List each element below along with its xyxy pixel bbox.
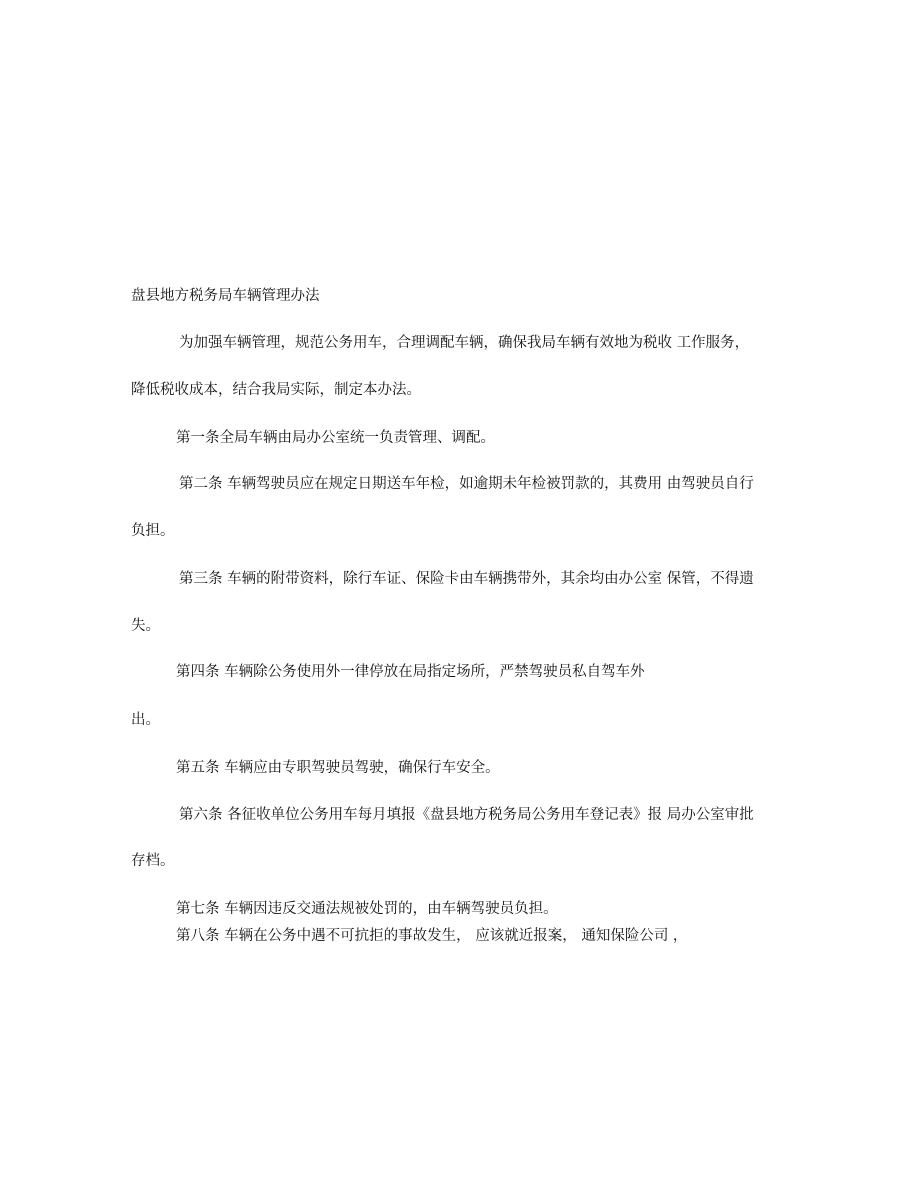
article-6: 第六条 各征收单位公务用车每月填报《盘县地方税务局公务用车登记表》报 局办公室审批 [179, 807, 754, 823]
article-2: 第二条 车辆驾驶员应在规定日期送车年检，如逾期未年检被罚款的，其费用 由驾驶员自行 [179, 476, 754, 492]
article-5: 第五条 车辆应由专职驾驶员驾驶，确保行车安全。 [176, 760, 500, 776]
paragraph-line: 降低税收成本，结合我局实际，制定本办法。 [131, 382, 421, 398]
article-1: 第一条全局车辆由局办公室统一负责管理、调配。 [176, 430, 495, 446]
article-6-continuation: 存档。 [131, 853, 175, 869]
article-3-continuation: 失。 [131, 618, 160, 634]
document-title: 盘县地方税务局车辆管理办法 [131, 288, 320, 304]
article-3: 第三条 车辆的附带资料，除行车证、保险卡由车辆携带外，其余均由办公室 保管，不得遗 [179, 571, 754, 587]
article-4: 第四条 车辆除公务使用外一律停放在局指定场所，严禁驾驶员私自驾车外 [176, 664, 645, 680]
article-4-continuation: 出。 [131, 712, 160, 728]
article-7: 第七条 车辆因违反交通法规被处罚的，由车辆驾驶员负担。 [176, 901, 558, 917]
paragraph-line: 为加强车辆管理，规范公务用车，合理调配车辆，确保我局车辆有效地为税收 工作服务， [179, 335, 750, 351]
article-8: 第八条 车辆在公务中遇不可抗拒的事故发生， 应该就近报案， 通知保险公司 ， [176, 928, 688, 944]
article-2-continuation: 负担。 [131, 523, 175, 539]
